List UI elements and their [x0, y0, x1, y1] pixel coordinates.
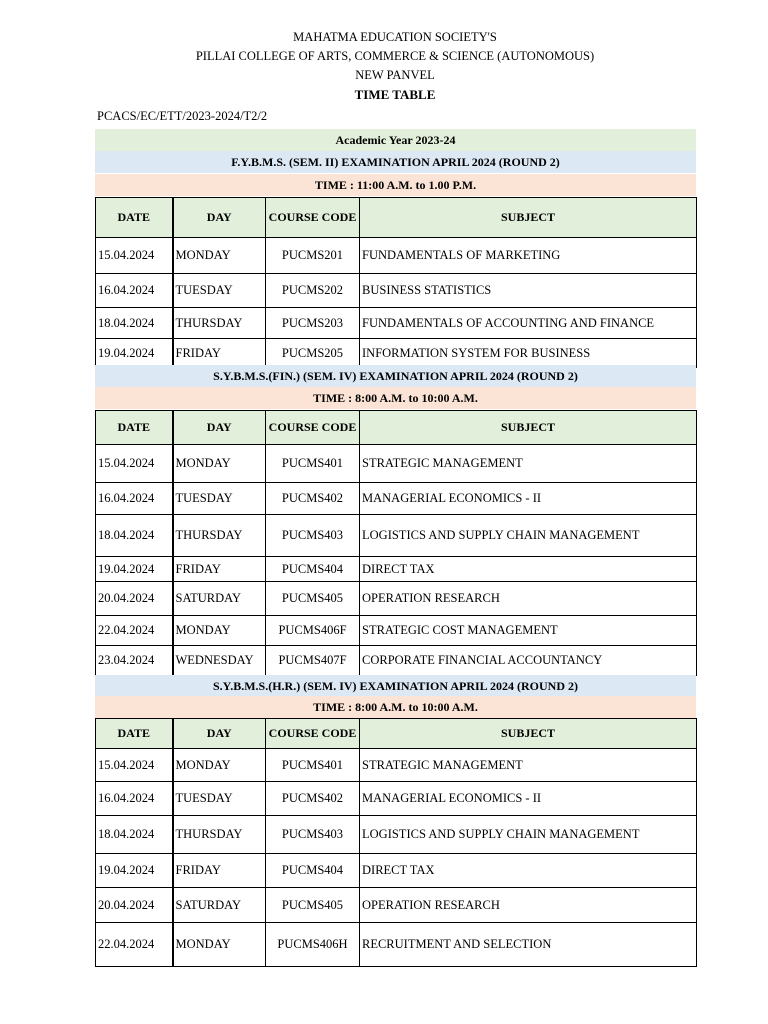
cell-subject: BUSINESS STATISTICS — [360, 274, 697, 308]
cell-day: SATURDAY — [173, 888, 266, 923]
table-header-row — [96, 411, 697, 445]
table-row — [96, 308, 697, 339]
cell-day: SATURDAY — [173, 582, 266, 616]
cell-date: 22.04.2024 — [96, 616, 173, 646]
timetable-fybms — [95, 197, 697, 368]
cell-date: 16.04.2024 — [96, 483, 173, 515]
col-day: DAY — [173, 411, 266, 445]
col-date: DATE — [96, 411, 173, 445]
cell-date: 19.04.2024 — [96, 557, 173, 582]
col-day: DAY — [173, 198, 266, 238]
cell-subject: OPERATION RESEARCH — [360, 582, 697, 616]
cell-code: PUCMS205 — [266, 339, 360, 368]
cell-day: MONDAY — [173, 616, 266, 646]
cell-code: PUCMS403 — [266, 515, 360, 557]
col-date: DATE — [96, 719, 173, 749]
cell-subject: CORPORATE FINANCIAL ACCOUNTANCY — [360, 646, 697, 676]
timetable-sybms-hr — [95, 718, 697, 967]
college-location: NEW PANVEL — [355, 68, 435, 82]
table-row — [96, 616, 697, 646]
timetable-sybms-fin — [95, 410, 697, 676]
cell-date: 18.04.2024 — [96, 308, 173, 339]
cell-subject: DIRECT TAX — [360, 854, 697, 888]
table-header-row — [96, 198, 697, 238]
table-row — [96, 557, 697, 582]
cell-day: TUESDAY — [173, 782, 266, 816]
society-name: MAHATMA EDUCATION SOCIETY'S — [293, 30, 497, 44]
table-row — [96, 854, 697, 888]
section-time: TIME : 8:00 A.M. to 10:00 A.M. — [95, 696, 696, 718]
cell-code: PUCMS405 — [266, 582, 360, 616]
table-row — [96, 646, 697, 676]
cell-day: WEDNESDAY — [173, 646, 266, 676]
academic-year-banner: Academic Year 2023-24 — [95, 129, 696, 151]
cell-subject: FUNDAMENTALS OF ACCOUNTING AND FINANCE — [360, 308, 697, 339]
cell-day: TUESDAY — [173, 274, 266, 308]
table-row — [96, 445, 697, 483]
cell-day: THURSDAY — [173, 308, 266, 339]
table-row — [96, 888, 697, 923]
cell-code: PUCMS404 — [266, 557, 360, 582]
cell-code: PUCMS403 — [266, 816, 360, 854]
cell-day: THURSDAY — [173, 816, 266, 854]
section-title: F.Y.B.M.S. (SEM. II) EXAMINATION APRIL 2024 (ROUND 2) — [95, 151, 696, 173]
cell-date: 18.04.2024 — [96, 816, 173, 854]
cell-date: 15.04.2024 — [96, 445, 173, 483]
cell-subject: STRATEGIC COST MANAGEMENT — [360, 616, 697, 646]
section-time: TIME : 11:00 A.M. to 1.00 P.M. — [95, 174, 696, 196]
reference-number: PCACS/EC/ETT/2023-2024/T2/2 — [97, 109, 268, 123]
table-row — [96, 238, 697, 274]
col-course-code: COURSE CODE — [266, 198, 360, 238]
col-subject: SUBJECT — [360, 198, 697, 238]
cell-day: MONDAY — [173, 923, 266, 967]
cell-date: 20.04.2024 — [96, 888, 173, 923]
table-header-row — [96, 719, 697, 749]
document-header — [0, 28, 768, 104]
cell-date: 20.04.2024 — [96, 582, 173, 616]
table-row — [96, 749, 697, 782]
cell-code: PUCMS407F — [266, 646, 360, 676]
cell-code: PUCMS406F — [266, 616, 360, 646]
cell-day: FRIDAY — [173, 339, 266, 368]
college-name: PILLAI COLLEGE OF ARTS, COMMERCE & SCIENCE (AUTONOMOUS) — [195, 49, 595, 63]
cell-subject: FUNDAMENTALS OF MARKETING — [360, 238, 697, 274]
cell-day: MONDAY — [173, 749, 266, 782]
cell-code: PUCMS406H — [266, 923, 360, 967]
table-row — [96, 274, 697, 308]
cell-code: PUCMS401 — [266, 749, 360, 782]
table-row — [96, 816, 697, 854]
document-title: TIME TABLE — [354, 87, 436, 102]
col-day: DAY — [173, 719, 266, 749]
cell-day: FRIDAY — [173, 854, 266, 888]
table-row — [96, 582, 697, 616]
cell-subject: RECRUITMENT AND SELECTION — [360, 923, 697, 967]
cell-subject: INFORMATION SYSTEM FOR BUSINESS — [360, 339, 697, 368]
cell-date: 23.04.2024 — [96, 646, 173, 676]
table-row — [96, 782, 697, 816]
cell-date: 16.04.2024 — [96, 782, 173, 816]
cell-day: FRIDAY — [173, 557, 266, 582]
cell-day: TUESDAY — [173, 483, 266, 515]
col-date: DATE — [96, 198, 173, 238]
cell-day: THURSDAY — [173, 515, 266, 557]
table-row — [96, 515, 697, 557]
col-subject: SUBJECT — [360, 411, 697, 445]
cell-subject: STRATEGIC MANAGEMENT — [360, 749, 697, 782]
cell-date: 19.04.2024 — [96, 854, 173, 888]
section-title: S.Y.B.M.S.(FIN.) (SEM. IV) EXAMINATION APRIL 2024 (ROUND 2) — [95, 365, 696, 387]
cell-day: MONDAY — [173, 238, 266, 274]
cell-code: PUCMS402 — [266, 483, 360, 515]
col-subject: SUBJECT — [360, 719, 697, 749]
col-course-code: COURSE CODE — [266, 411, 360, 445]
cell-day: MONDAY — [173, 445, 266, 483]
cell-code: PUCMS404 — [266, 854, 360, 888]
cell-date: 16.04.2024 — [96, 274, 173, 308]
cell-date: 18.04.2024 — [96, 515, 173, 557]
cell-date: 22.04.2024 — [96, 923, 173, 967]
cell-code: PUCMS201 — [266, 238, 360, 274]
cell-code: PUCMS202 — [266, 274, 360, 308]
table-row — [96, 483, 697, 515]
cell-code: PUCMS203 — [266, 308, 360, 339]
cell-code: PUCMS401 — [266, 445, 360, 483]
cell-date: 15.04.2024 — [96, 238, 173, 274]
col-course-code: COURSE CODE — [266, 719, 360, 749]
cell-subject: STRATEGIC MANAGEMENT — [360, 445, 697, 483]
table-row — [96, 923, 697, 967]
section-time: TIME : 8:00 A.M. to 10:00 A.M. — [95, 387, 696, 409]
cell-date: 15.04.2024 — [96, 749, 173, 782]
section-title: S.Y.B.M.S.(H.R.) (SEM. IV) EXAMINATION APRIL 2024 (ROUND 2) — [95, 675, 696, 697]
cell-subject: LOGISTICS AND SUPPLY CHAIN MANAGEMENT — [360, 515, 697, 557]
cell-subject: OPERATION RESEARCH — [360, 888, 697, 923]
cell-code: PUCMS405 — [266, 888, 360, 923]
cell-subject: MANAGERIAL ECONOMICS - II — [360, 483, 697, 515]
cell-subject: DIRECT TAX — [360, 557, 697, 582]
cell-date: 19.04.2024 — [96, 339, 173, 368]
cell-code: PUCMS402 — [266, 782, 360, 816]
cell-subject: LOGISTICS AND SUPPLY CHAIN MANAGEMENT — [360, 816, 697, 854]
cell-subject: MANAGERIAL ECONOMICS - II — [360, 782, 697, 816]
table-row — [96, 339, 697, 368]
